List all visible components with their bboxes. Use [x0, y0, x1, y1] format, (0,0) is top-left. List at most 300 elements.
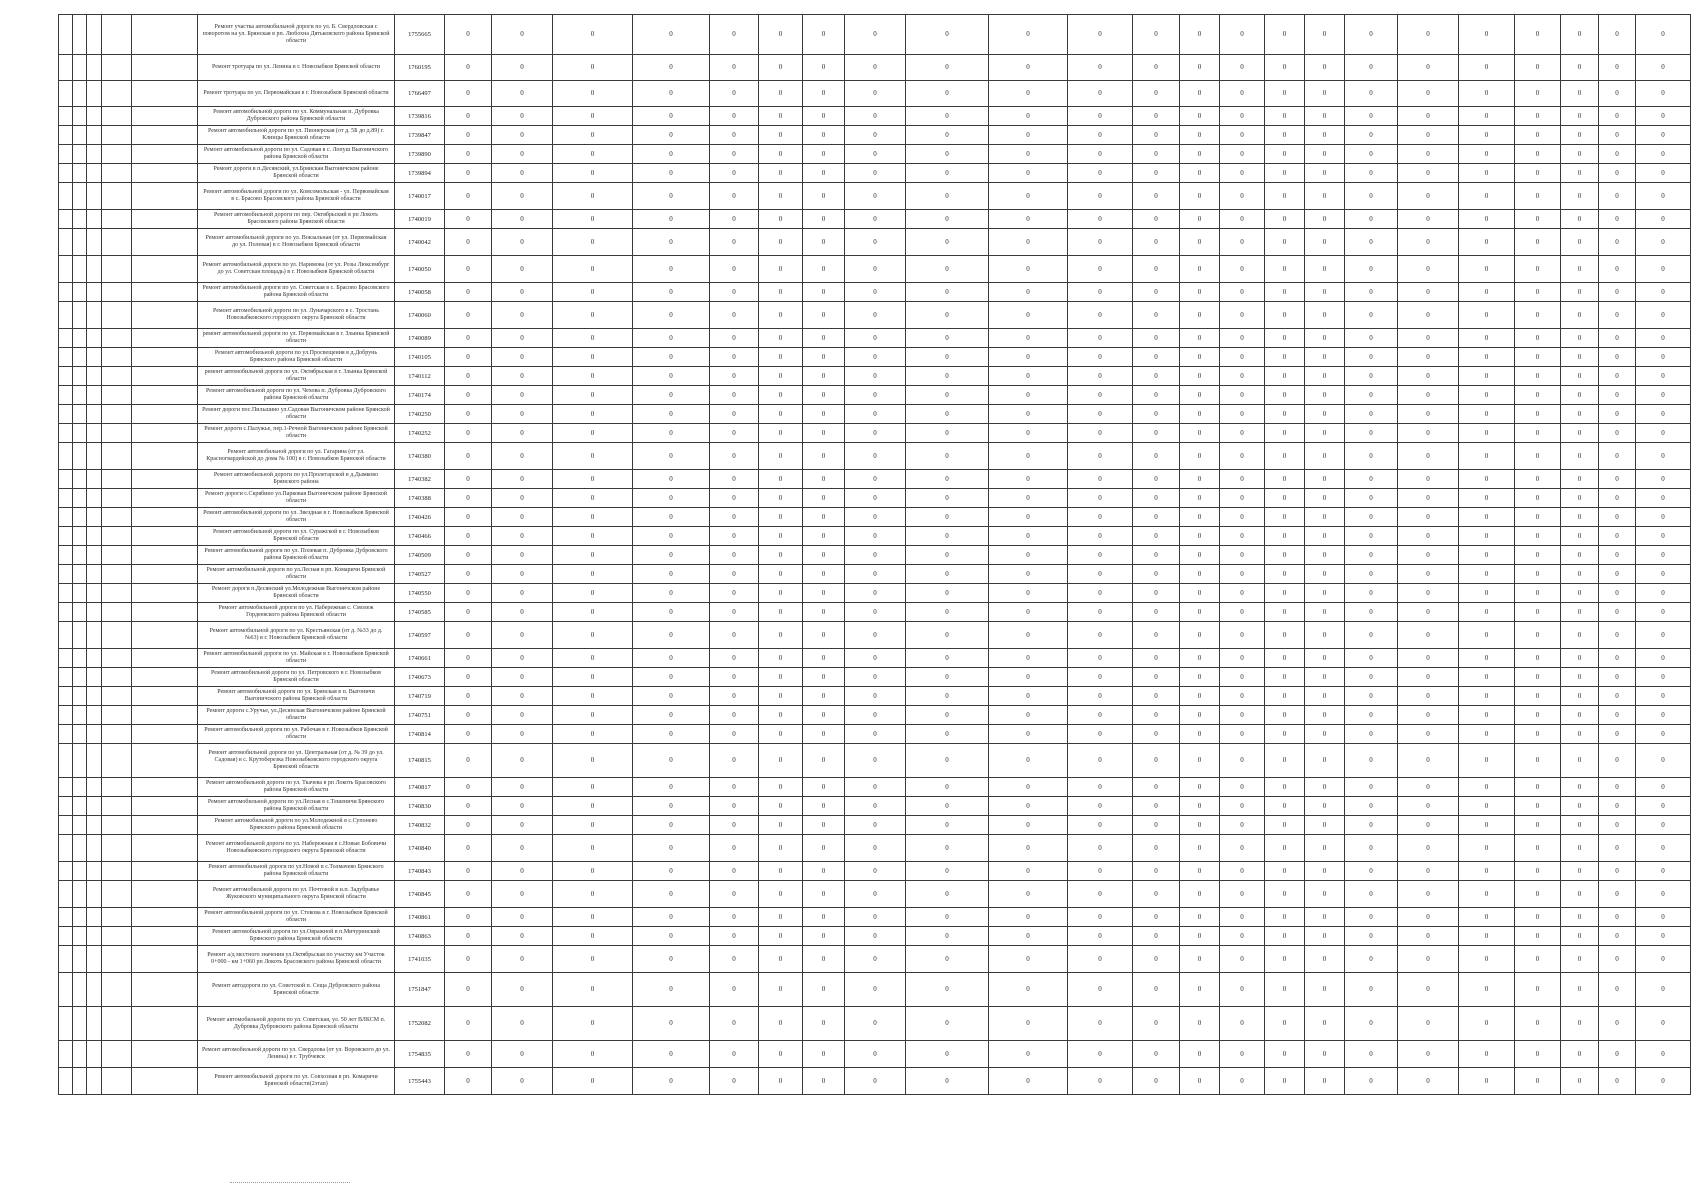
value-cell: 0 — [1459, 527, 1515, 546]
value-cell: 0 — [1180, 546, 1220, 565]
value-cell: 0 — [1305, 1068, 1345, 1095]
value-cell: 0 — [759, 508, 803, 527]
value-cell: 0 — [759, 329, 803, 348]
empty-cell — [59, 210, 73, 229]
value-cell: 0 — [845, 126, 906, 145]
value-cell: 0 — [492, 329, 553, 348]
value-cell: 0 — [710, 470, 759, 489]
value-cell: 0 — [1345, 81, 1398, 107]
value-cell: 0 — [1068, 706, 1133, 725]
value-cell: 0 — [1068, 816, 1133, 835]
value-cell: 0 — [1515, 348, 1561, 367]
value-cell: 0 — [1561, 725, 1599, 744]
value-cell: 0 — [1599, 706, 1636, 725]
value-cell: 0 — [1459, 508, 1515, 527]
value-cell: 0 — [803, 908, 845, 927]
value-cell: 0 — [1180, 668, 1220, 687]
value-cell: 0 — [1345, 1041, 1398, 1068]
value-cell: 0 — [1345, 816, 1398, 835]
table-row — [59, 816, 1691, 835]
value-cell: 0 — [906, 1041, 989, 1068]
object-code-cell: 1740550 — [395, 584, 445, 603]
value-cell: 0 — [1220, 1068, 1265, 1095]
value-cell: 0 — [803, 210, 845, 229]
value-cell: 0 — [1305, 348, 1345, 367]
value-cell: 0 — [492, 946, 553, 973]
value-cell: 0 — [1398, 489, 1459, 508]
value-cell: 0 — [803, 489, 845, 508]
value-cell: 0 — [1515, 55, 1561, 81]
value-cell: 0 — [803, 649, 845, 668]
value-cell: 0 — [710, 1007, 759, 1041]
empty-cell — [102, 908, 132, 927]
value-cell: 0 — [1305, 973, 1345, 1007]
value-cell: 0 — [710, 584, 759, 603]
object-code-cell: 1740174 — [395, 386, 445, 405]
empty-cell — [73, 862, 87, 881]
empty-cell — [102, 649, 132, 668]
table-row — [59, 862, 1691, 881]
value-cell: 0 — [710, 565, 759, 584]
empty-cell — [73, 668, 87, 687]
value-cell: 0 — [1459, 565, 1515, 584]
value-cell: 0 — [710, 908, 759, 927]
empty-cell — [59, 668, 73, 687]
value-cell: 0 — [710, 229, 759, 256]
value-cell: 0 — [1398, 283, 1459, 302]
value-cell: 0 — [633, 973, 710, 1007]
empty-cell — [102, 229, 132, 256]
value-cell: 0 — [1398, 584, 1459, 603]
value-cell: 0 — [845, 1007, 906, 1041]
value-cell: 0 — [1459, 489, 1515, 508]
value-cell: 0 — [803, 55, 845, 81]
value-cell: 0 — [1180, 329, 1220, 348]
value-cell: 0 — [759, 1041, 803, 1068]
value-cell: 0 — [1133, 1068, 1180, 1095]
empty-cell — [132, 527, 198, 546]
value-cell: 0 — [1265, 946, 1305, 973]
object-code-cell: 1755443 — [395, 1068, 445, 1095]
value-cell: 0 — [1459, 603, 1515, 622]
empty-cell — [59, 107, 73, 126]
empty-cell — [132, 687, 198, 706]
value-cell: 0 — [1599, 908, 1636, 927]
empty-cell — [87, 649, 102, 668]
value-cell: 0 — [1561, 797, 1599, 816]
value-cell: 0 — [1180, 687, 1220, 706]
value-cell: 0 — [906, 778, 989, 797]
object-name-cell: Ремонт автомобильной дороги по ул.Лесная в с.Тешеничи Брянского района Брянской области — [198, 797, 395, 816]
empty-cell — [87, 725, 102, 744]
value-cell: 0 — [1398, 927, 1459, 946]
value-cell: 0 — [759, 470, 803, 489]
empty-cell — [132, 55, 198, 81]
empty-cell — [59, 584, 73, 603]
value-cell: 0 — [1459, 546, 1515, 565]
value-cell: 0 — [803, 862, 845, 881]
value-cell: 0 — [1133, 603, 1180, 622]
table-row — [59, 946, 1691, 973]
value-cell: 0 — [1515, 881, 1561, 908]
empty-cell — [87, 443, 102, 470]
empty-cell — [59, 348, 73, 367]
value-cell: 0 — [1068, 405, 1133, 424]
value-cell: 0 — [1345, 622, 1398, 649]
value-cell: 0 — [1515, 424, 1561, 443]
empty-cell — [132, 622, 198, 649]
value-cell: 0 — [1561, 908, 1599, 927]
value-cell: 0 — [1398, 946, 1459, 973]
object-name-cell: Ремонт дороги в п.Десянский, ул.Брянская Выгоничском районе Брянской области — [198, 164, 395, 183]
value-cell: 0 — [803, 816, 845, 835]
empty-cell — [102, 329, 132, 348]
value-cell: 0 — [1636, 816, 1691, 835]
empty-cell — [59, 603, 73, 622]
value-cell: 0 — [1068, 946, 1133, 973]
page-speck — [230, 1182, 350, 1184]
value-cell: 0 — [1305, 329, 1345, 348]
value-cell: 0 — [1180, 470, 1220, 489]
value-cell: 0 — [1561, 470, 1599, 489]
value-cell: 0 — [710, 55, 759, 81]
value-cell: 0 — [1265, 565, 1305, 584]
empty-cell — [73, 527, 87, 546]
value-cell: 0 — [1636, 126, 1691, 145]
value-cell: 0 — [1133, 908, 1180, 927]
value-cell: 0 — [1265, 81, 1305, 107]
value-cell: 0 — [1561, 744, 1599, 778]
empty-cell — [87, 797, 102, 816]
value-cell: 0 — [1345, 1007, 1398, 1041]
value-cell: 0 — [1398, 126, 1459, 145]
empty-cell — [102, 1007, 132, 1041]
value-cell: 0 — [633, 256, 710, 283]
value-cell: 0 — [1220, 908, 1265, 927]
value-cell: 0 — [1398, 706, 1459, 725]
value-cell: 0 — [803, 283, 845, 302]
value-cell: 0 — [1561, 489, 1599, 508]
value-cell: 0 — [553, 424, 633, 443]
value-cell: 0 — [1068, 908, 1133, 927]
empty-cell — [73, 489, 87, 508]
object-name-cell: Ремонт дороги с.Палужье, пер.1-Речной Выгоничском районе Брянской области — [198, 424, 395, 443]
value-cell: 0 — [1398, 668, 1459, 687]
value-cell: 0 — [1220, 470, 1265, 489]
value-cell: 0 — [1265, 706, 1305, 725]
table-row — [59, 546, 1691, 565]
value-cell: 0 — [803, 927, 845, 946]
value-cell: 0 — [906, 687, 989, 706]
value-cell: 0 — [1265, 367, 1305, 386]
value-cell: 0 — [1459, 725, 1515, 744]
value-cell: 0 — [710, 15, 759, 55]
value-cell: 0 — [803, 1041, 845, 1068]
value-cell: 0 — [445, 183, 492, 210]
object-code-cell: 1740380 — [395, 443, 445, 470]
value-cell: 0 — [1305, 668, 1345, 687]
object-name-cell: ремонт автомобильной дороги по ул. Октябрьская в г. Злынка Брянской области — [198, 367, 395, 386]
value-cell: 0 — [1459, 126, 1515, 145]
object-code-cell: 1740060 — [395, 302, 445, 329]
object-name-cell: ремонт автомобильной дороги по ул. Первомайская в г. Злынка Брянской области — [198, 329, 395, 348]
value-cell: 0 — [759, 229, 803, 256]
value-cell: 0 — [845, 210, 906, 229]
value-cell: 0 — [1398, 348, 1459, 367]
empty-cell — [59, 386, 73, 405]
value-cell: 0 — [845, 797, 906, 816]
empty-cell — [102, 603, 132, 622]
object-code-cell: 1740017 — [395, 183, 445, 210]
value-cell: 0 — [492, 565, 553, 584]
value-cell: 0 — [1459, 1007, 1515, 1041]
value-cell: 0 — [1398, 908, 1459, 927]
value-cell: 0 — [445, 603, 492, 622]
value-cell: 0 — [1265, 687, 1305, 706]
empty-cell — [132, 210, 198, 229]
value-cell: 0 — [1515, 183, 1561, 210]
empty-cell — [102, 470, 132, 489]
value-cell: 0 — [1133, 927, 1180, 946]
value-cell: 0 — [1561, 862, 1599, 881]
value-cell: 0 — [445, 1007, 492, 1041]
value-cell: 0 — [845, 302, 906, 329]
value-cell: 0 — [1220, 256, 1265, 283]
object-name-cell: Ремонт автомобильной дороги по ул. Центральная (от д. № 39 до ул. Садовая) в с. Крутоберезка Новозыбковского городского округа Брянской области — [198, 744, 395, 778]
value-cell: 0 — [1561, 649, 1599, 668]
value-cell: 0 — [1068, 302, 1133, 329]
value-cell: 0 — [759, 405, 803, 424]
value-cell: 0 — [1180, 622, 1220, 649]
value-cell: 0 — [1305, 527, 1345, 546]
value-cell: 0 — [445, 725, 492, 744]
empty-cell — [73, 778, 87, 797]
value-cell: 0 — [633, 622, 710, 649]
object-name-cell: Ремонт автомобильной дороги по ул. Звездная в г. Новозыбков Брянской области — [198, 508, 395, 527]
value-cell: 0 — [845, 367, 906, 386]
value-cell: 0 — [492, 881, 553, 908]
value-cell: 0 — [445, 302, 492, 329]
value-cell: 0 — [1133, 329, 1180, 348]
value-cell: 0 — [1265, 1007, 1305, 1041]
value-cell: 0 — [1220, 302, 1265, 329]
value-cell: 0 — [445, 546, 492, 565]
value-cell: 0 — [989, 145, 1068, 164]
value-cell: 0 — [710, 706, 759, 725]
value-cell: 0 — [759, 1068, 803, 1095]
value-cell: 0 — [1133, 881, 1180, 908]
empty-cell — [73, 443, 87, 470]
value-cell: 0 — [1220, 386, 1265, 405]
empty-cell — [102, 283, 132, 302]
value-cell: 0 — [906, 210, 989, 229]
empty-cell — [73, 329, 87, 348]
value-cell: 0 — [1345, 927, 1398, 946]
empty-cell — [132, 229, 198, 256]
value-cell: 0 — [1599, 424, 1636, 443]
empty-cell — [102, 546, 132, 565]
value-cell: 0 — [633, 1068, 710, 1095]
value-cell: 0 — [1636, 229, 1691, 256]
value-cell: 0 — [1636, 546, 1691, 565]
empty-cell — [73, 145, 87, 164]
value-cell: 0 — [1133, 443, 1180, 470]
object-code-cell: 1739816 — [395, 107, 445, 126]
value-cell: 0 — [1561, 816, 1599, 835]
value-cell: 0 — [1636, 386, 1691, 405]
empty-cell — [132, 1041, 198, 1068]
empty-cell — [73, 565, 87, 584]
value-cell: 0 — [1636, 367, 1691, 386]
value-cell: 0 — [1599, 107, 1636, 126]
value-cell: 0 — [710, 283, 759, 302]
empty-cell — [132, 927, 198, 946]
empty-cell — [132, 145, 198, 164]
value-cell: 0 — [1068, 584, 1133, 603]
empty-cell — [59, 816, 73, 835]
value-cell: 0 — [1515, 126, 1561, 145]
empty-cell — [73, 546, 87, 565]
value-cell: 0 — [492, 816, 553, 835]
value-cell: 0 — [989, 405, 1068, 424]
object-code-cell: 1740105 — [395, 348, 445, 367]
value-cell: 0 — [710, 443, 759, 470]
value-cell: 0 — [492, 55, 553, 81]
value-cell: 0 — [1220, 527, 1265, 546]
value-cell: 0 — [1599, 565, 1636, 584]
value-cell: 0 — [906, 443, 989, 470]
value-cell: 0 — [1515, 778, 1561, 797]
value-cell: 0 — [1636, 946, 1691, 973]
value-cell: 0 — [759, 565, 803, 584]
value-cell: 0 — [492, 283, 553, 302]
value-cell: 0 — [633, 183, 710, 210]
empty-cell — [102, 973, 132, 1007]
empty-cell — [87, 81, 102, 107]
table-row — [59, 797, 1691, 816]
value-cell: 0 — [906, 55, 989, 81]
value-cell: 0 — [1265, 424, 1305, 443]
value-cell: 0 — [845, 778, 906, 797]
value-cell: 0 — [445, 687, 492, 706]
value-cell: 0 — [1220, 283, 1265, 302]
value-cell: 0 — [1305, 164, 1345, 183]
value-cell: 0 — [1220, 565, 1265, 584]
empty-cell — [87, 470, 102, 489]
value-cell: 0 — [1133, 145, 1180, 164]
value-cell: 0 — [710, 367, 759, 386]
value-cell: 0 — [1180, 946, 1220, 973]
value-cell: 0 — [445, 778, 492, 797]
value-cell: 0 — [1561, 348, 1599, 367]
value-cell: 0 — [1515, 946, 1561, 973]
empty-cell — [59, 55, 73, 81]
value-cell: 0 — [633, 565, 710, 584]
value-cell: 0 — [633, 908, 710, 927]
table-row — [59, 145, 1691, 164]
value-cell: 0 — [759, 946, 803, 973]
value-cell: 0 — [1459, 348, 1515, 367]
value-cell: 0 — [710, 797, 759, 816]
object-code-cell: 1740527 — [395, 565, 445, 584]
value-cell: 0 — [845, 706, 906, 725]
value-cell: 0 — [1068, 386, 1133, 405]
value-cell: 0 — [1345, 668, 1398, 687]
value-cell: 0 — [553, 1007, 633, 1041]
value-cell: 0 — [1133, 584, 1180, 603]
value-cell: 0 — [553, 508, 633, 527]
value-cell: 0 — [906, 329, 989, 348]
value-cell: 0 — [1398, 797, 1459, 816]
empty-cell — [132, 1068, 198, 1095]
value-cell: 0 — [759, 527, 803, 546]
value-cell: 0 — [803, 81, 845, 107]
value-cell: 0 — [989, 283, 1068, 302]
value-cell: 0 — [989, 1068, 1068, 1095]
value-cell: 0 — [1345, 107, 1398, 126]
table-row — [59, 687, 1691, 706]
value-cell: 0 — [492, 706, 553, 725]
empty-cell — [87, 183, 102, 210]
value-cell: 0 — [710, 329, 759, 348]
value-cell: 0 — [1459, 1068, 1515, 1095]
empty-cell — [87, 603, 102, 622]
empty-cell — [102, 443, 132, 470]
empty-cell — [59, 622, 73, 649]
value-cell: 0 — [845, 145, 906, 164]
value-cell: 0 — [1398, 107, 1459, 126]
value-cell: 0 — [492, 797, 553, 816]
object-code-cell: 1740597 — [395, 622, 445, 649]
value-cell: 0 — [759, 443, 803, 470]
value-cell: 0 — [1345, 725, 1398, 744]
value-cell: 0 — [803, 744, 845, 778]
value-cell: 0 — [1220, 881, 1265, 908]
value-cell: 0 — [1265, 183, 1305, 210]
value-cell: 0 — [906, 183, 989, 210]
value-cell: 0 — [1459, 862, 1515, 881]
empty-cell — [87, 508, 102, 527]
object-code-cell: 1740252 — [395, 424, 445, 443]
value-cell: 0 — [1398, 508, 1459, 527]
value-cell: 0 — [1133, 1007, 1180, 1041]
value-cell: 0 — [633, 164, 710, 183]
value-cell: 0 — [1180, 778, 1220, 797]
value-cell: 0 — [1398, 1068, 1459, 1095]
value-cell: 0 — [1599, 489, 1636, 508]
value-cell: 0 — [553, 668, 633, 687]
value-cell: 0 — [1459, 302, 1515, 329]
value-cell: 0 — [1459, 706, 1515, 725]
value-cell: 0 — [553, 107, 633, 126]
value-cell: 0 — [553, 862, 633, 881]
value-cell: 0 — [445, 797, 492, 816]
value-cell: 0 — [1459, 145, 1515, 164]
value-cell: 0 — [989, 565, 1068, 584]
object-code-cell: 1740719 — [395, 687, 445, 706]
object-name-cell: Ремонт автомобильной дороги по ул. Гагарина (от ул. Красногвардейской до дома № 100) в г. Новозыбков Брянской области — [198, 443, 395, 470]
empty-cell — [87, 405, 102, 424]
value-cell: 0 — [445, 81, 492, 107]
value-cell: 0 — [989, 81, 1068, 107]
value-cell: 0 — [989, 862, 1068, 881]
value-cell: 0 — [845, 283, 906, 302]
object-code-cell: 1740751 — [395, 706, 445, 725]
empty-cell — [59, 946, 73, 973]
empty-cell — [73, 1007, 87, 1041]
value-cell: 0 — [1180, 862, 1220, 881]
value-cell: 0 — [1398, 565, 1459, 584]
